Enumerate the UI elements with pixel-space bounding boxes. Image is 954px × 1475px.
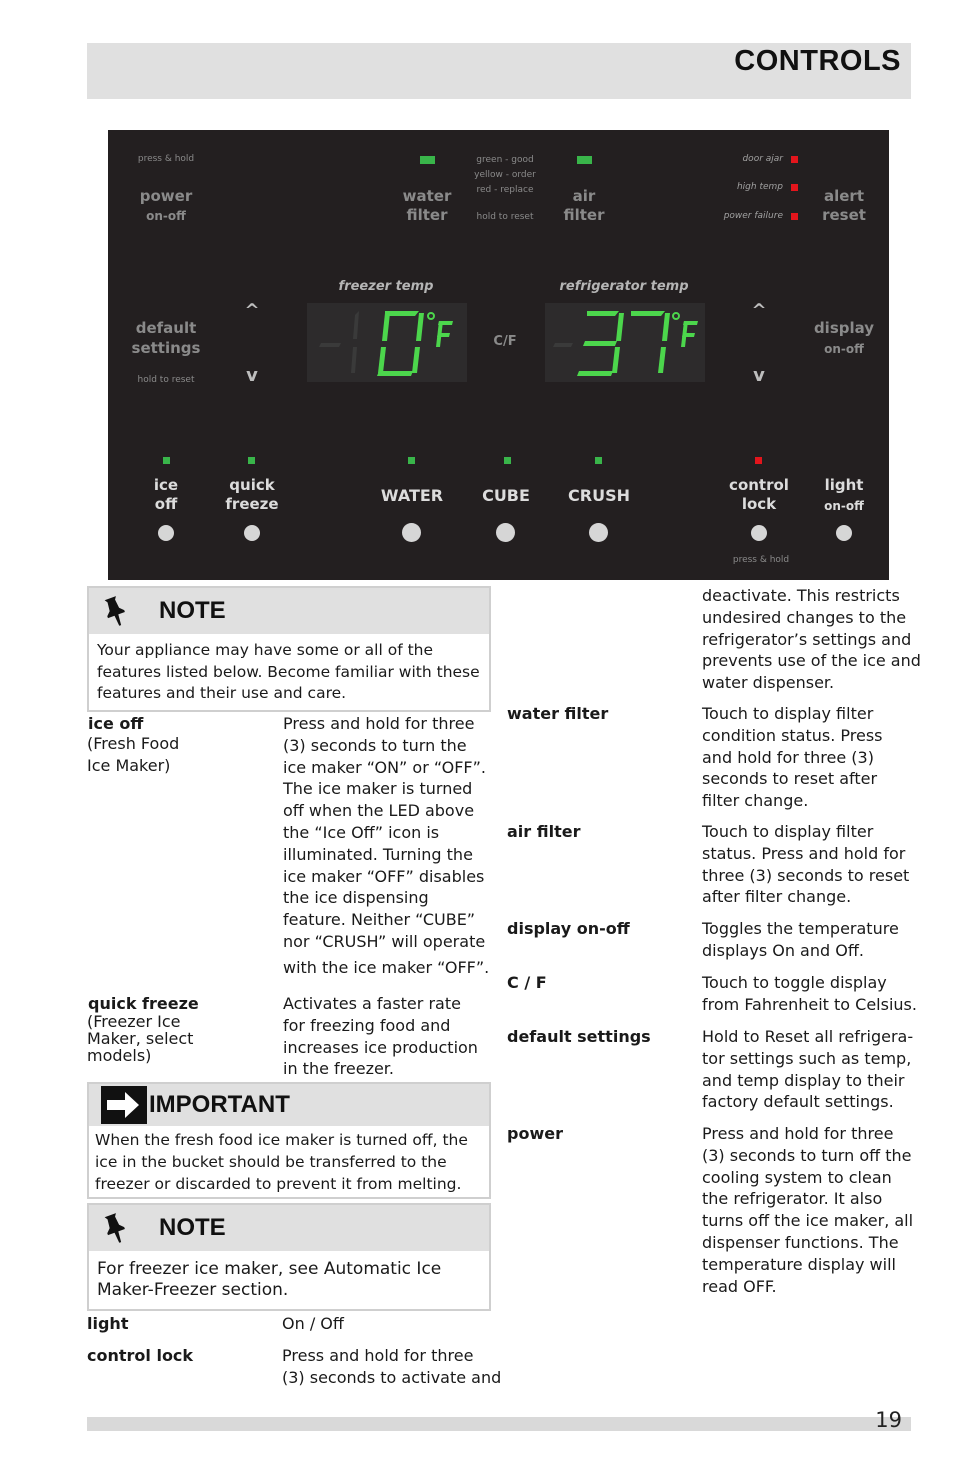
important-line: ice in the bucket should be transferred to the — [95, 1153, 447, 1171]
light-term: light — [87, 1314, 129, 1333]
note-box — [87, 586, 491, 712]
quick-freeze-term: quick freeze — [88, 994, 199, 1013]
desc-line: water dispenser. — [702, 673, 835, 693]
desc-line: factory default settings. — [702, 1092, 894, 1112]
note-header — [89, 588, 489, 634]
power-description — [702, 1123, 913, 1297]
quick-freeze-label-2: freeze — [225, 495, 279, 513]
desc-line: (3) seconds to turn the — [283, 735, 467, 755]
desc-line: status. Press and hold for — [702, 843, 906, 863]
note-line: features listed below. Become familiar with these — [97, 662, 480, 681]
desc-line: nor “CRUSH” will operate — [283, 931, 486, 951]
pushpin-icon — [103, 1212, 129, 1244]
desc-line: feature. Neither “CUBE” — [283, 910, 476, 930]
high-temp-led — [791, 184, 798, 191]
control-panel-illustration — [108, 130, 889, 580]
ice-off-button — [158, 525, 174, 541]
cube-label: CUBE — [482, 486, 530, 505]
filter-status-replace: red - replace — [476, 185, 534, 195]
display-on-off-description — [702, 918, 899, 962]
air-filter-description — [702, 821, 909, 908]
note-text-2 — [97, 1259, 441, 1301]
power-term: power — [507, 1124, 563, 1143]
ice-off-label-1: ice — [153, 476, 179, 494]
default-settings-description — [702, 1026, 913, 1113]
air-filter-led — [577, 156, 592, 164]
default-settings-hint: hold to reset — [137, 375, 195, 385]
desc-line: Touch to display filter — [702, 822, 874, 841]
control-lock-label-1: control — [729, 476, 789, 494]
desc-line: illuminated. Turning the — [283, 844, 473, 864]
section-header-bar — [87, 43, 911, 99]
air-filter-label-1: air — [572, 187, 596, 205]
power-failure-led — [791, 213, 798, 220]
qualifier-line: Ice Maker) — [87, 755, 171, 775]
control-lock-button — [751, 525, 767, 541]
important-box — [87, 1082, 491, 1199]
qualifier-line: (Freezer Ice — [87, 1012, 181, 1031]
light-label: light — [824, 476, 864, 494]
important-title: IMPORTANT — [149, 1091, 290, 1118]
note-title-2: NOTE — [159, 1214, 226, 1241]
desc-line: Activates a faster rate — [283, 994, 461, 1013]
desc-line: off when the LED above — [283, 801, 475, 821]
door-ajar-led — [791, 156, 798, 163]
cube-led — [504, 457, 511, 464]
water-label: WATER — [380, 486, 444, 505]
light-button — [836, 525, 852, 541]
note-header-2 — [89, 1205, 489, 1251]
desc-line: Hold to Reset all refrigera- — [702, 1027, 914, 1046]
desc-line: deactivate. This restricts — [702, 586, 900, 605]
desc-line: with the ice maker “OFF”. — [283, 957, 490, 977]
filter-reset-hint: hold to reset — [476, 212, 534, 222]
ice-off-term: ice off — [88, 714, 144, 733]
note-line: features and their use and care. — [97, 684, 347, 702]
desc-line: Press and hold for three — [282, 1346, 474, 1365]
desc-line: refrigerator’s settings and — [702, 629, 912, 649]
cube-button — [496, 523, 515, 542]
water-button — [402, 523, 421, 542]
air-filter-term: air filter — [507, 822, 581, 841]
desc-line: tor settings such as temp, — [702, 1048, 912, 1068]
desc-line: ice maker “ON” or “OFF”. — [283, 757, 486, 777]
alert-reset-label-2: reset — [822, 206, 866, 224]
c-f-description — [702, 972, 917, 1016]
desc-line: Press and hold for three — [702, 1124, 894, 1143]
crush-button — [589, 523, 608, 542]
desc-line: and temp display to their — [702, 1070, 905, 1090]
ice-off-qualifier — [87, 733, 179, 777]
desc-line: cooling system to clean — [702, 1167, 892, 1187]
quick-freeze-qualifier — [87, 1013, 193, 1064]
desc-line: Touch to display filter — [702, 704, 874, 723]
note-title: NOTE — [159, 597, 226, 624]
desc-line: ice maker “OFF” disables — [283, 866, 485, 886]
control-lock-label-2: lock — [741, 495, 777, 513]
crush-label: CRUSH — [568, 486, 630, 505]
control-lock-description — [282, 1345, 501, 1389]
freezer-up-arrow-icon: ^ — [244, 300, 260, 321]
refrigerator-down-arrow-icon: v — [753, 365, 765, 386]
desc-line: the “Ice Off” icon is — [283, 822, 440, 842]
footer-bar — [87, 1417, 911, 1431]
air-filter-label-2: filter — [563, 206, 605, 224]
refrigerator-up-arrow-icon: ^ — [751, 300, 767, 321]
desc-line: and hold for three (3) — [702, 747, 874, 767]
light-description: On / Off — [282, 1314, 344, 1333]
important-header — [89, 1084, 489, 1126]
desc-line: undesired changes to the — [702, 607, 907, 627]
water-filter-led — [420, 156, 435, 164]
power-sub-label: on-off — [146, 209, 186, 223]
desc-line: Toggles the temperature — [702, 919, 899, 938]
water-filter-term: water filter — [507, 704, 609, 723]
control-lock-hint: press & hold — [732, 555, 790, 565]
power-hint: press & hold — [137, 154, 195, 164]
freezer-temp-display — [307, 303, 467, 382]
freezer-down-arrow-icon: v — [246, 365, 258, 386]
desc-line: filter change. — [702, 791, 809, 811]
desc-line: after filter change. — [702, 887, 852, 907]
note-line: Maker-Freezer section. — [97, 1280, 289, 1300]
important-line: freezer or discarded to prevent it from melting. — [95, 1175, 462, 1193]
note-box-2 — [87, 1203, 491, 1311]
c-f-label: C/F — [493, 334, 517, 349]
page-number: 19 — [875, 1408, 902, 1432]
c-f-term: C / F — [507, 973, 547, 992]
control-lock-term: control lock — [87, 1346, 194, 1365]
desc-line: the ice dispensing — [283, 888, 429, 908]
desc-line: Press and hold for three — [283, 714, 475, 733]
desc-line: condition status. Press — [702, 725, 883, 745]
refrigerator-temp-display — [545, 303, 705, 382]
crush-led — [595, 457, 602, 464]
control-lock-led — [755, 457, 762, 464]
arrow-right-icon — [101, 1086, 147, 1124]
note-text — [97, 640, 480, 705]
desc-line: seconds to reset after — [702, 769, 878, 789]
freezer-seven-segment-digits — [307, 303, 467, 382]
light-sub-label: on-off — [824, 499, 864, 513]
desc-line: for freezing food and — [283, 1015, 451, 1035]
water-filter-label-2: filter — [406, 206, 448, 224]
desc-line: The ice maker is turned — [283, 779, 473, 799]
desc-line: (3) seconds to activate and — [282, 1367, 502, 1387]
pushpin-icon — [103, 595, 129, 627]
control-lock-continuation — [702, 585, 921, 694]
note-line: For freezer ice maker, see Automatic Ice — [97, 1259, 442, 1279]
desc-line: from Fahrenheit to Celsius. — [702, 994, 917, 1014]
filter-status-order: yellow - order — [474, 170, 536, 180]
refrigerator-temp-title: refrigerator temp — [559, 279, 689, 294]
water-filter-description — [702, 703, 883, 812]
filter-status-good: green - good — [476, 155, 534, 165]
power-failure-label: power failure — [723, 211, 783, 221]
ice-off-label-2: off — [154, 495, 178, 513]
important-text — [95, 1129, 468, 1195]
section-title: CONTROLS — [734, 45, 901, 77]
water-led — [408, 457, 415, 464]
desc-line: increases ice production — [283, 1037, 478, 1057]
desc-line: temperature display will — [702, 1254, 896, 1274]
desc-line: three (3) seconds to reset — [702, 865, 910, 885]
desc-line: Touch to toggle display — [702, 973, 887, 992]
desc-line: turns off the ice maker, all — [702, 1211, 914, 1231]
display-on-off-term: display on-off — [507, 919, 630, 938]
ice-off-description — [283, 713, 489, 979]
desc-line: (3) seconds to turn off the — [702, 1145, 912, 1165]
power-label: power — [139, 187, 193, 205]
qualifier-line: (Fresh Food — [87, 734, 180, 753]
desc-line: in the freezer. — [283, 1059, 394, 1079]
desc-line: dispenser functions. The — [702, 1232, 899, 1252]
water-filter-label-1: water — [402, 187, 452, 205]
important-line: When the fresh food ice maker is turned off, the — [95, 1131, 468, 1149]
door-ajar-label: door ajar — [742, 154, 783, 164]
display-sub-label: on-off — [824, 342, 864, 356]
alert-reset-label-1: alert — [823, 187, 865, 205]
qualifier-line: models) — [87, 1046, 152, 1065]
note-line: Your appliance may have some or all of the — [97, 641, 434, 659]
default-settings-term: default settings — [507, 1027, 651, 1046]
default-settings-label-2: settings — [131, 339, 201, 357]
qualifier-line: Maker, select — [87, 1029, 194, 1048]
high-temp-label: high temp — [736, 182, 783, 192]
refrigerator-seven-segment-digits — [545, 303, 705, 382]
quick-freeze-button — [244, 525, 260, 541]
quick-freeze-label-1: quick — [229, 476, 275, 494]
desc-line: the refrigerator. It also — [702, 1189, 883, 1209]
quick-freeze-description — [283, 993, 478, 1080]
quick-freeze-led — [248, 457, 255, 464]
ice-off-led — [163, 457, 170, 464]
default-settings-label-1: default — [135, 319, 197, 337]
desc-line: read OFF. — [702, 1276, 777, 1296]
desc-line: prevents use of the ice and — [702, 651, 921, 671]
desc-line: displays On and Off. — [702, 940, 864, 960]
display-label: display — [813, 319, 875, 337]
freezer-temp-title: freezer temp — [338, 279, 434, 294]
